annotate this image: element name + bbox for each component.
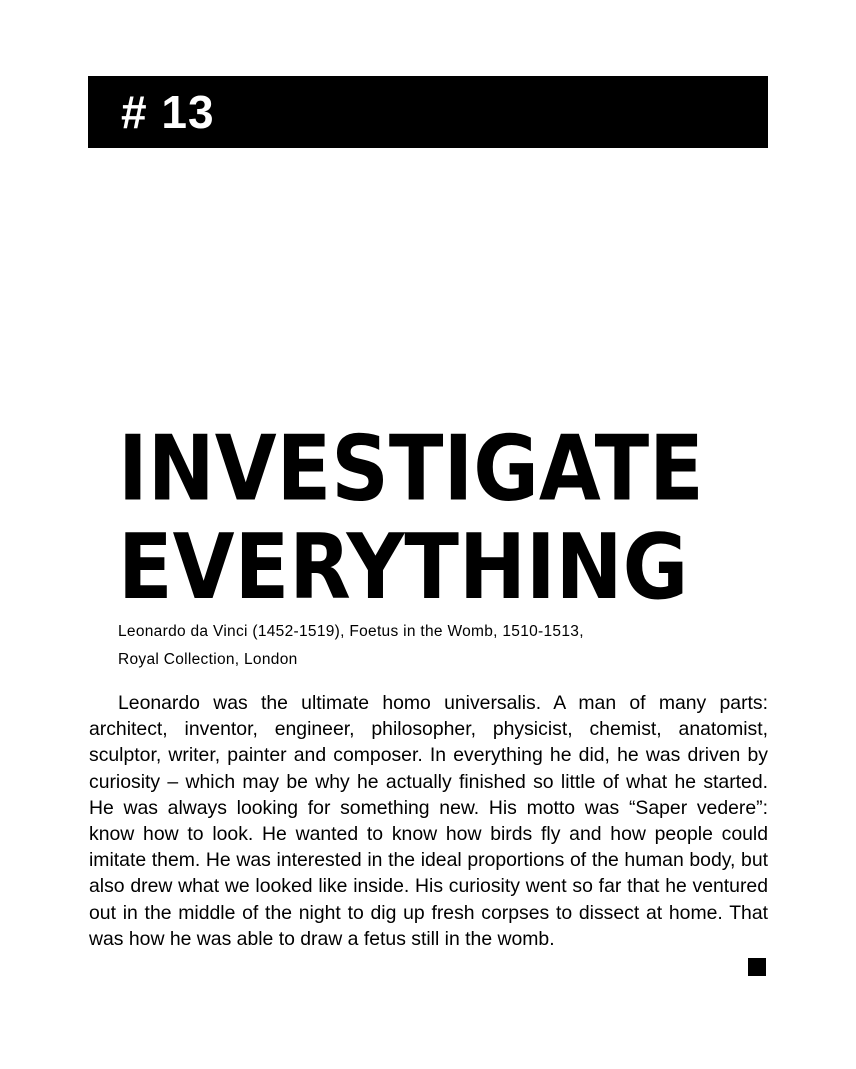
title-line-2: EVERYTHING <box>118 515 689 620</box>
caption-line-1: Leonardo da Vinci (1452-1519), Foetus in the Womb, 1510-1513, <box>118 623 584 640</box>
chapter-number: # 13 <box>121 86 215 138</box>
end-of-section-square-icon <box>748 958 766 976</box>
caption-line-2: Royal Collection, London <box>118 651 298 668</box>
title-line-1: INVESTIGATE <box>118 416 704 521</box>
artwork-caption <box>118 618 584 674</box>
body-paragraph: Leonardo was the ultimate homo universalis. A man of many parts: architect, inventor, engineer, philosopher, physicist, chemist, anatomist, sculptor, writer, painter and composer. In everything he did, he was driven by curiosity – which may be why he actually finished so little of what he started. He was always looking for something new. His motto was “Saper vedere”: know how to look. He wanted to know how birds fly and how people could imitate them. He was interested in the ideal proportions of the human body, but also drew what we looked like inside. His curiosity went so far that he ventured out in the middle of the night to dig up fresh corpses to dissect at home. That was how he was able to draw a fetus still in the womb. <box>89 692 768 950</box>
page-title <box>118 416 704 620</box>
chapter-banner <box>88 76 768 148</box>
